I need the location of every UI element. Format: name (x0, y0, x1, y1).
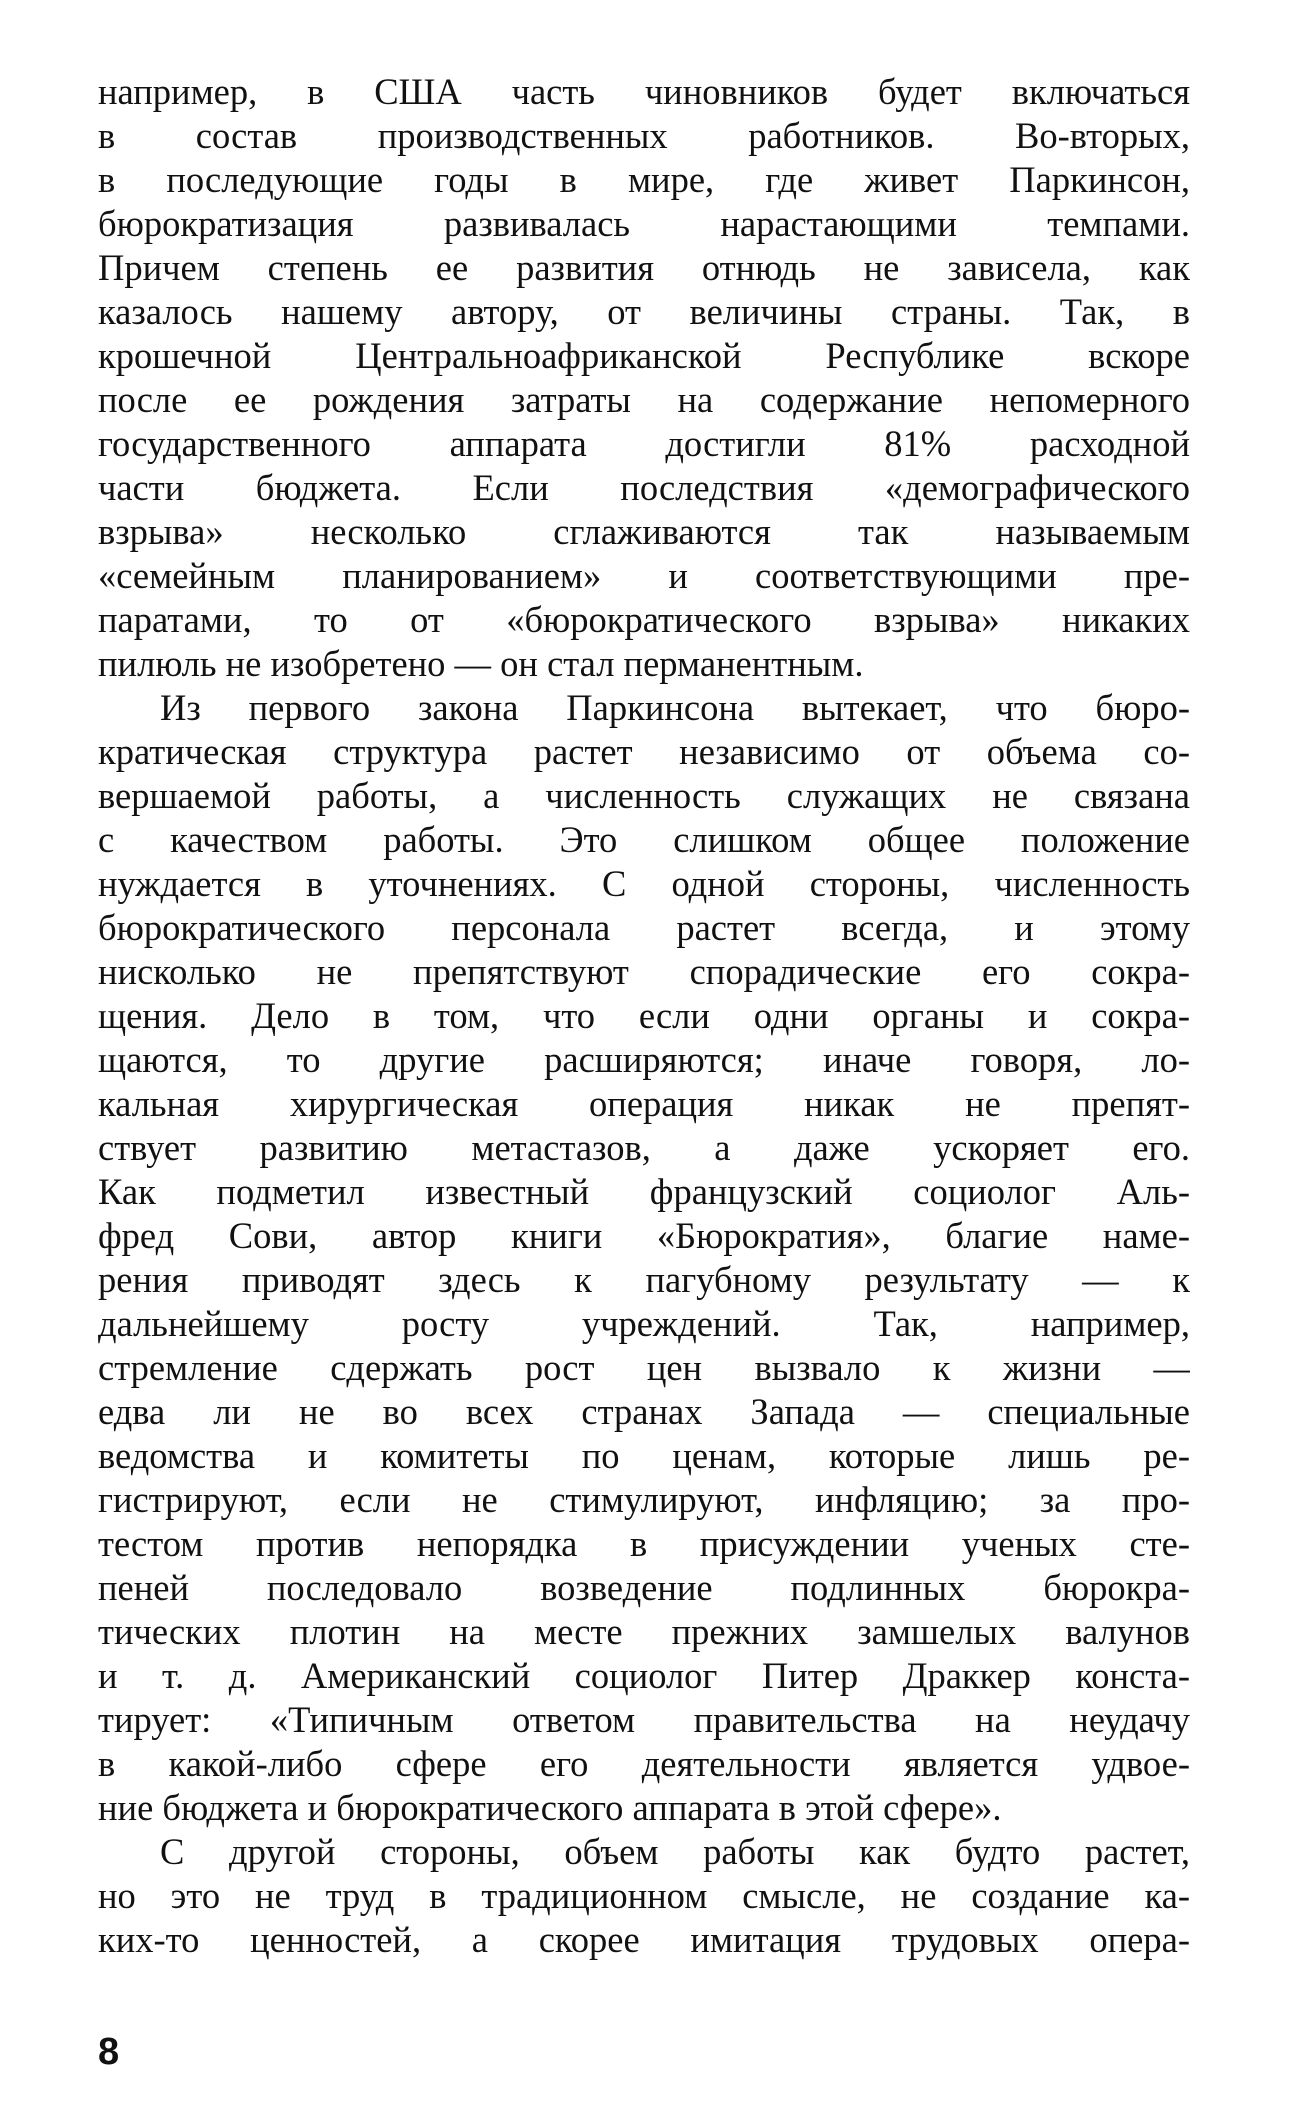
text-line: ствует развитию метастазов, а даже ускоряет его. (98, 1127, 1190, 1168)
text-line: с качеством работы. Это слишком общее положение (98, 819, 1190, 860)
text-line: в какой-либо сфере его деятельности является удвое- (98, 1743, 1190, 1784)
text-line: ние бюджета и бюрократического аппарата в этой сфере». (98, 1787, 1002, 1828)
text-line: казалось нашему автору, от величины страны. Так, в (98, 291, 1190, 332)
text-line: взрыва» несколько сглаживаются так называемым (98, 511, 1190, 552)
text-line: щаются, то другие расширяются; иначе говоря, ло- (98, 1039, 1190, 1080)
paragraph-3 (98, 1830, 1190, 1962)
text-line: кратическая структура растет независимо от объема со- (98, 731, 1190, 772)
text-line: например, в США часть чиновников будет включаться (98, 71, 1190, 112)
text-line: тирует: «Типичным ответом правительства на неудачу (98, 1699, 1190, 1740)
text-line: «семейным планированием» и соответствующими пре- (98, 555, 1190, 596)
text-line: тических плотин на месте прежних замшелых валунов (98, 1611, 1190, 1652)
body-text (98, 70, 1190, 1962)
text-line: но это не труд в традиционном смысле, не создание ка- (98, 1875, 1190, 1916)
text-line: вершаемой работы, а численность служащих не связана (98, 775, 1190, 816)
text-line: государственного аппарата достигли 81% расходной (98, 423, 1190, 464)
text-line: нуждается в уточнениях. С одной стороны, численность (98, 863, 1190, 904)
text-line: рения приводят здесь к пагубному результату — к (98, 1259, 1190, 1300)
text-line: Как подметил известный французский социолог Аль- (98, 1171, 1190, 1212)
text-line: фред Сови, автор книги «Бюрократия», благие наме- (98, 1215, 1190, 1256)
text-line: пеней последовало возведение подлинных бюрокра- (98, 1567, 1190, 1608)
text-line: бюрократизация развивалась нарастающими темпами. (98, 203, 1190, 244)
text-line: крошечной Центральноафриканской Республике вскоре (98, 335, 1190, 376)
paragraph-2 (98, 686, 1190, 1830)
text-line: щения. Дело в том, что если одни органы и сокра- (98, 995, 1190, 1036)
text-line: дальнейшему росту учреждений. Так, например, (98, 1303, 1190, 1344)
text-line: части бюджета. Если последствия «демографического (98, 467, 1190, 508)
text-line: после ее рождения затраты на содержание непомерного (98, 379, 1190, 420)
text-line: тестом против непорядка в присуждении ученых сте- (98, 1523, 1190, 1564)
text-line: С другой стороны, объем работы как будто растет, (160, 1831, 1190, 1872)
text-line: в последующие годы в мире, где живет Паркинсон, (98, 159, 1190, 200)
text-line: кальная хирургическая операция никак не препят- (98, 1083, 1190, 1124)
text-line: ведомства и комитеты по ценам, которые лишь ре- (98, 1435, 1190, 1476)
text-line: гистрируют, если не стимулируют, инфляцию; за про- (98, 1479, 1190, 1520)
text-line: пилюль не изобретено — он стал перманентным. (98, 643, 864, 684)
paragraph-1 (98, 70, 1190, 686)
text-line: паратами, то от «бюрократического взрыва» никаких (98, 599, 1190, 640)
text-line: ких-то ценностей, а скорее имитация трудовых опера- (98, 1919, 1190, 1960)
text-line: едва ли не во всех странах Запада — специальные (98, 1391, 1190, 1432)
text-line: бюрократического персонала растет всегда, и этому (98, 907, 1190, 948)
text-line: в состав производственных работников. Во-вторых, (98, 115, 1190, 156)
text-line: Из первого закона Паркинсона вытекает, что бюро- (160, 687, 1190, 728)
text-line: нисколько не препятствуют спорадические его сокра- (98, 951, 1190, 992)
text-line: Причем степень ее развития отнюдь не зависела, как (98, 247, 1190, 288)
text-line: стремление сдержать рост цен вызвало к жизни — (98, 1347, 1190, 1388)
text-line: и т. д. Американский социолог Питер Драккер конста- (98, 1655, 1190, 1696)
page-number: 8 (98, 2031, 120, 2073)
